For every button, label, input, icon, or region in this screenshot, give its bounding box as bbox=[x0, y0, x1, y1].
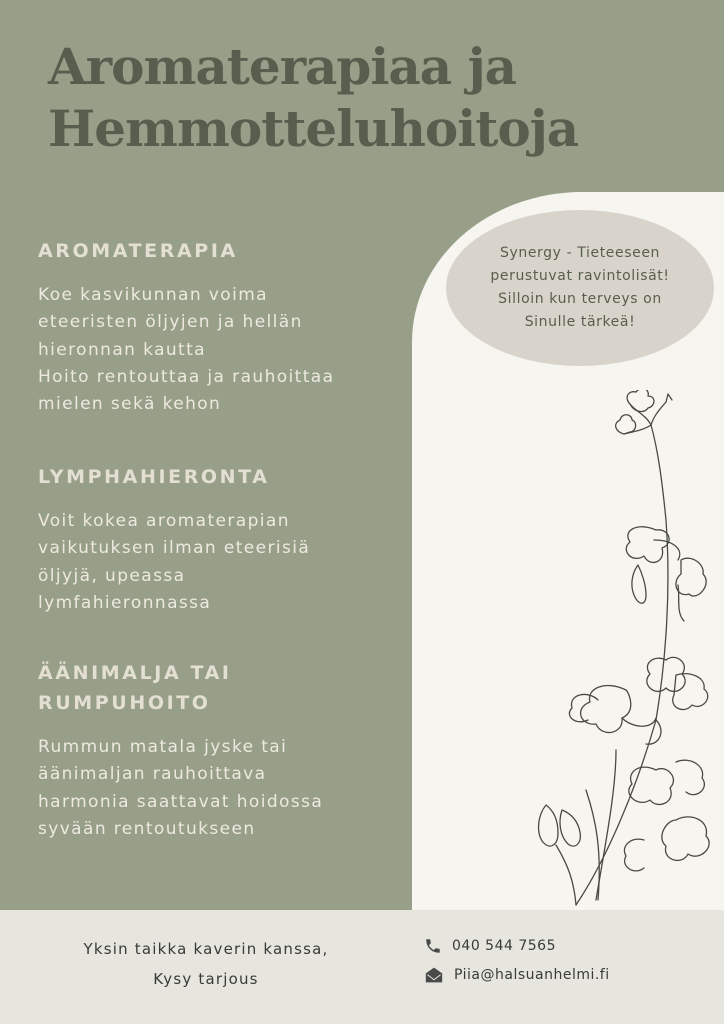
section-heading: LYMPHAHIERONTA bbox=[38, 466, 270, 488]
email-address: Piia@halsuanhelmi.fi bbox=[454, 967, 610, 983]
footer-slogan bbox=[0, 934, 412, 994]
section-lymphahieronta bbox=[38, 462, 408, 617]
body-line: Hoito rentouttaa ja rauhoittaa bbox=[38, 366, 335, 387]
phone-icon bbox=[424, 937, 442, 955]
section-aanimalja bbox=[38, 658, 408, 843]
body-line: eteeristen öljyjen ja hellän bbox=[38, 312, 303, 333]
body-line: öljyjä, upeassa bbox=[38, 565, 186, 586]
bubble-line: perustuvat ravintolisät! bbox=[490, 268, 670, 284]
bubble-line: Synergy - Tieteeseen bbox=[499, 245, 661, 261]
phone-contact[interactable] bbox=[424, 936, 556, 956]
bubble-line: Sinulle tärkeä! bbox=[524, 314, 636, 330]
section-heading bbox=[38, 658, 408, 718]
section-body bbox=[38, 282, 408, 418]
title-line-2: Hemmotteluhoitoja bbox=[48, 99, 579, 158]
email-contact[interactable] bbox=[424, 965, 610, 985]
section-aromaterapia bbox=[38, 236, 408, 418]
body-line: Rummun matala jyske tai bbox=[38, 737, 288, 757]
body-line: hieronnan kautta bbox=[38, 339, 207, 360]
heading-line: ÄÄNIMALJA TAI bbox=[38, 662, 232, 684]
clover-flower-illustration bbox=[526, 390, 724, 910]
phone-number: 040 544 7565 bbox=[452, 938, 556, 954]
body-line: äänimaljan rauhoittava bbox=[38, 764, 267, 785]
heading-line: RUMPUHOITO bbox=[38, 692, 211, 714]
page-title bbox=[48, 36, 688, 160]
footer bbox=[0, 910, 724, 1024]
body-line: mielen sekä kehon bbox=[38, 394, 222, 415]
slogan-line: Kysy tarjous bbox=[153, 970, 259, 988]
synergy-bubble bbox=[446, 210, 714, 366]
slogan-line: Yksin taikka kaverin kanssa, bbox=[83, 940, 329, 958]
body-line: Koe kasvikunnan voima bbox=[38, 285, 268, 305]
body-line: lymfahieronnassa bbox=[38, 592, 212, 613]
envelope-icon bbox=[424, 966, 444, 984]
body-line: Voit kokea aromaterapian bbox=[38, 511, 290, 531]
bubble-line: Silloin kun terveys on bbox=[498, 291, 662, 307]
section-body bbox=[38, 734, 408, 843]
body-line: vaikutuksen ilman eteerisiä bbox=[38, 538, 311, 559]
body-line: syvään rentoutukseen bbox=[38, 818, 256, 839]
section-body bbox=[38, 508, 408, 617]
title-line-1: Aromaterapiaa ja bbox=[48, 37, 517, 96]
section-heading: AROMATERAPIA bbox=[38, 240, 238, 262]
body-line: harmonia saattavat hoidossa bbox=[38, 791, 324, 812]
